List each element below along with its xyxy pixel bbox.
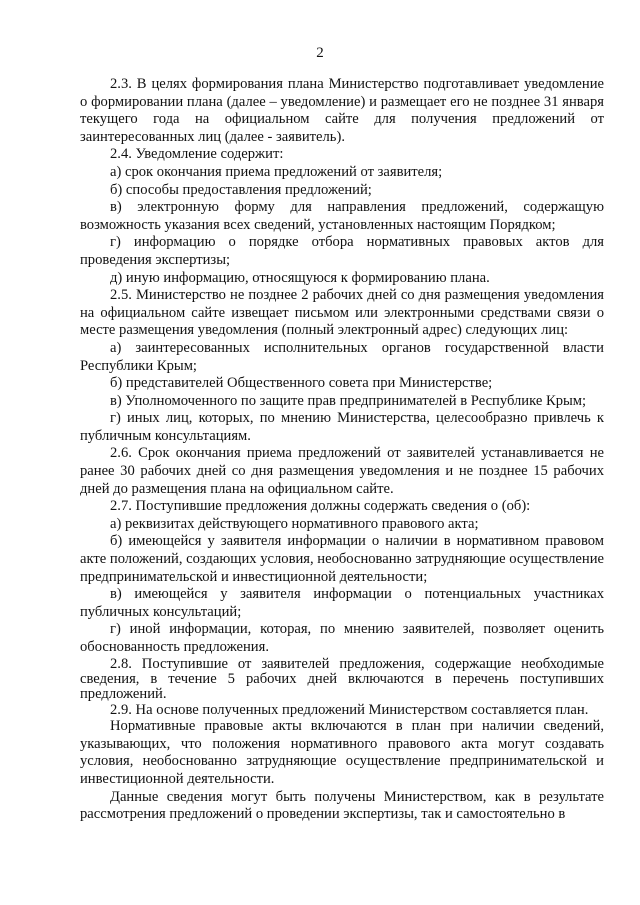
- list-item-2-7-g: г) иной информации, которая, по мнению заявителей, позволяет оценить обоснованность предложения.: [80, 621, 604, 655]
- list-item-2-5-g: г) иных лиц, которых, по мнению Министерства, целесообразно привлечь к публичным консультациям.: [80, 410, 604, 444]
- list-item-2-5-a: а) заинтересованных исполнительных органов государственной власти Республики Крым;: [80, 339, 604, 374]
- paragraph-2-9: 2.9. На основе полученных предложений Министерством составляется план.: [110, 701, 589, 718]
- paragraph-2-3: 2.3. В целях формирования плана Министерство подготавливает уведомление о формировании плана (далее – уведомление) и размещает его не позднее 31 января текущего года на официальном сайте для получения предложений от заинтересованных лиц (далее - заявитель).: [80, 76, 604, 145]
- list-item-2-4-g: г) информацию о порядке отбора нормативных правовых актов для проведения экспертизы;: [80, 234, 604, 268]
- document-body: [80, 76, 604, 824]
- list-item-2-5-v: в) Уполномоченного по защите прав предпринимателей в Республике Крым;: [110, 392, 587, 409]
- list-item-2-7-v: в) имеющейся у заявителя информации о потенциальных участниках публичных консультаций;: [80, 586, 604, 620]
- list-item-2-4-b: б) способы предоставления предложений;: [110, 181, 372, 198]
- list-item-2-4-d: д) иную информацию, относящуюся к формированию плана.: [110, 269, 490, 286]
- paragraph-data-sources: Данные сведения могут быть получены Министерством, как в результате рассмотрения предложений о проведении экспертизы, так и самостоятельно в: [80, 788, 604, 823]
- list-item-2-5-b: б) представителей Общественного совета при Министерстве;: [110, 375, 493, 392]
- paragraph-2-6: 2.6. Срок окончания приема предложений от заявителей устанавливается не ранее 30 рабочих дней со дня размещения уведомления и не позднее 15 рабочих дней до размещения плана на официальном сайте.: [80, 445, 604, 497]
- list-item-2-7-a: а) реквизитах действующего нормативного правового акта;: [110, 515, 479, 532]
- paragraph-2-8: 2.8. Поступившие от заявителей предложения, содержащие необходимые сведения, в течение 5 рабочих дней включаются в перечень поступивших предложений.: [80, 655, 604, 703]
- list-item-2-7-b: б) имеющейся у заявителя информации о наличии в нормативном правовом акте положений, создающих условия, необоснованно затрудняющие осуществление предпринимательской и инвестиционной деятельности;: [80, 533, 604, 585]
- paragraph-2-7: 2.7. Поступившие предложения должны содержать сведения о (об):: [110, 498, 531, 515]
- paragraph-2-4: 2.4. Уведомление содержит:: [110, 146, 284, 163]
- list-item-2-4-a: а) срок окончания приема предложений от заявителя;: [110, 163, 443, 180]
- list-item-2-4-v: в) электронную форму для направления предложений, содержащую возможность указания всех сведений, установленных настоящим Порядком;: [80, 199, 604, 233]
- page-number: 2: [316, 45, 324, 61]
- paragraph-inclusion-criteria: Нормативные правовые акты включаются в план при наличии сведений, указывающих, что положения нормативного правового акта могут создавать условия, необоснованно затрудняющие осуществление предпринимательской и инвестиционной деятельности.: [80, 718, 604, 787]
- paragraph-2-5: 2.5. Министерство не позднее 2 рабочих дней со дня размещения уведомления на официальном сайте извещает письмом или электронными средствами связи о месте размещения уведомления (полный электронный адрес) следующих лиц:: [80, 287, 604, 339]
